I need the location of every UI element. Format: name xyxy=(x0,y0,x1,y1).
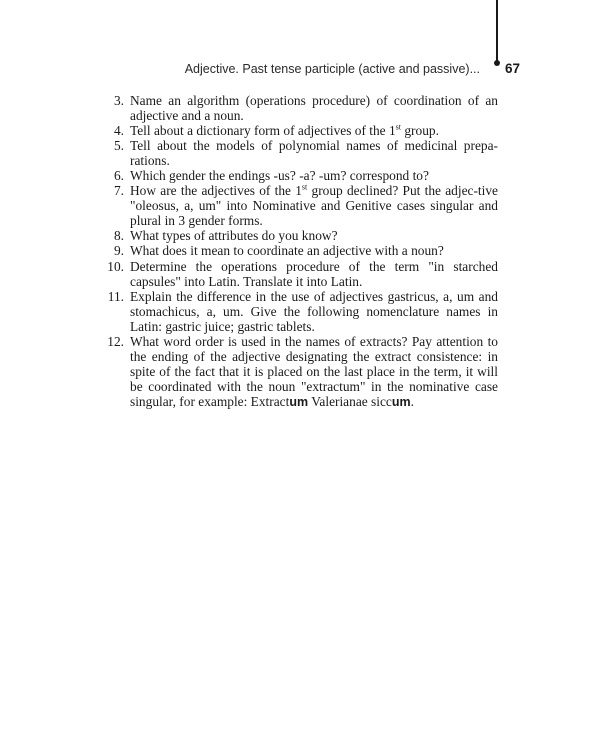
question-number: 3. xyxy=(113,93,124,108)
question-3 xyxy=(100,93,498,123)
question-text: Which gender the endings -us? -a? -um? correspond to? xyxy=(130,168,429,184)
question-number: 7. xyxy=(113,183,124,199)
ordinal-suffix: st xyxy=(301,182,308,192)
question-8 xyxy=(100,228,498,243)
question-text: Tell about a dictionary form of adjectives of the 1st group. xyxy=(130,122,439,139)
question-9 xyxy=(100,243,498,258)
question-number: 12. xyxy=(107,333,124,349)
question-list xyxy=(100,93,498,410)
question-text: How are the adjectives of the 1st group declined? Put the adjec-tive "oleosus, a, um" into Nominative and Genitive cases singular and plural in 3 gender forms. xyxy=(130,182,498,229)
page-number: 67 xyxy=(505,61,521,76)
question-11 xyxy=(100,289,498,334)
question-number: 9. xyxy=(113,243,124,259)
question-text: What types of attributes do you know? xyxy=(130,228,338,244)
header-rule-dot xyxy=(494,60,500,66)
question-7 xyxy=(100,183,498,228)
bold-ending: um xyxy=(391,394,411,409)
question-text: Explain the difference in the use of adjectives gastricus, a, um and stomachicus, a, um. Give the following nomenclature names in Latin: gastric juice; gastric tablets. xyxy=(130,288,498,334)
question-5 xyxy=(100,138,498,168)
header-vertical-rule xyxy=(496,0,498,62)
question-number: 5. xyxy=(113,138,124,154)
question-number: 4. xyxy=(113,123,124,139)
question-number: 10. xyxy=(107,258,124,274)
bold-ending: um xyxy=(289,394,309,409)
question-number: 11. xyxy=(107,288,124,304)
question-12 xyxy=(100,334,498,410)
question-text: Name an algorithm (operations procedure) of coordination of an adjective and a noun. xyxy=(130,93,498,124)
running-title: Adjective. Past tense participle (active and passive)... xyxy=(184,62,480,76)
question-number: 8. xyxy=(113,228,124,244)
question-text: Tell about the models of polynomial names of medicinal prepa-rations. xyxy=(130,138,498,169)
question-4 xyxy=(100,123,498,138)
question-6 xyxy=(100,168,498,183)
question-text: What word order is used in the names of extracts? Pay attention to the ending of the adjective designating the extract consistence: in spite of the fact that it is placed on the last place in the term, it will be coordinated with the noun "extractum" in the nominative case singular, for example: Extractum Valerianae siccum. xyxy=(130,333,498,409)
ordinal-suffix: st xyxy=(395,122,402,132)
question-text: Determine the operations procedure of the term "in starched capsules" into Latin. Translate it into Latin. xyxy=(130,258,498,289)
question-text: What does it mean to coordinate an adjective with a noun? xyxy=(130,243,444,259)
question-10 xyxy=(100,259,498,289)
question-number: 6. xyxy=(113,168,124,184)
